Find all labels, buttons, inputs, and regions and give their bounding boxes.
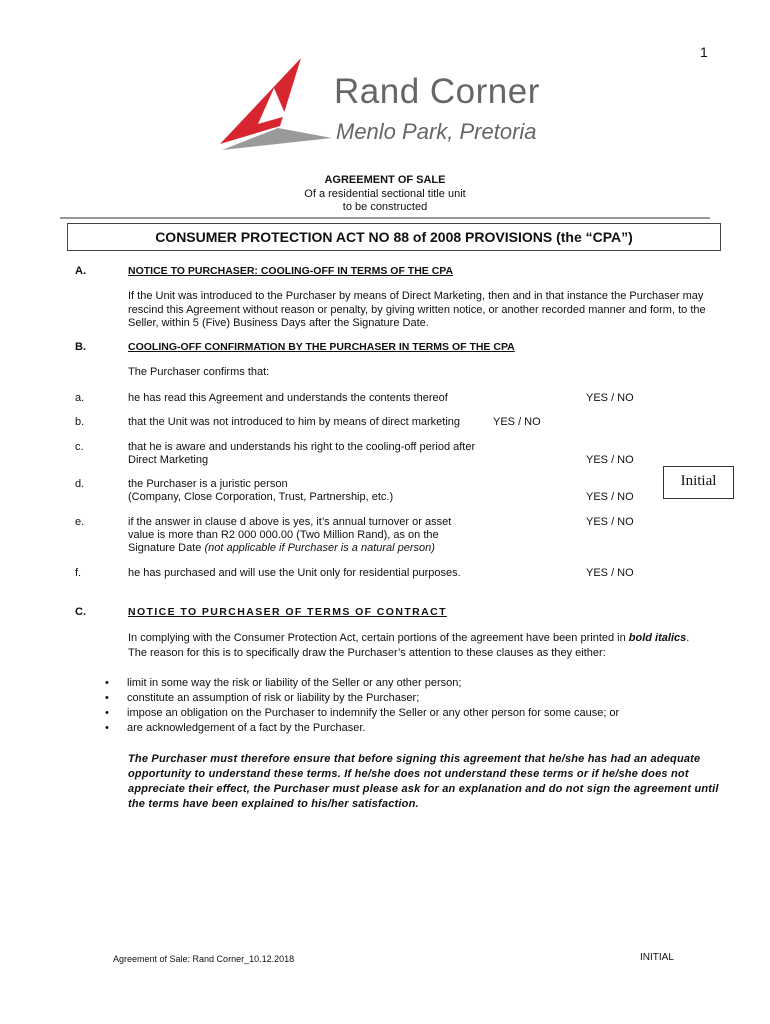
item-e-answer[interactable]: YES / NO xyxy=(586,516,634,528)
item-e-line3 xyxy=(128,542,498,556)
document-title: AGREEMENT OF SALE xyxy=(324,174,446,186)
section-c-warning: The Purchaser must therefore ensure that before signing this agreement that he/she has had an adequate opportunity to understand these terms. If he/she does not understand these terms or if he/she does not appreciate their effect, the Purchaser must please ask for an explanation and do not sign the agreement until the terms have been explained to his/her satisfaction. xyxy=(128,753,719,810)
cpa-heading-box: CONSUMER PROTECTION ACT NO 88 of 2008 PROVISIONS (the “CPA”) xyxy=(67,223,721,251)
item-b-letter: b. xyxy=(75,416,85,428)
item-e-line1: if the answer in clause d above is yes, it’s annual turnover or asset xyxy=(128,516,452,528)
brand-name: Rand Corner xyxy=(334,72,540,111)
section-c-intro-before: In complying with the Consumer Protection Act, certain portions of the agreement have been printed in xyxy=(128,632,629,644)
bullet-icon: • xyxy=(105,692,109,704)
item-d-answer[interactable]: YES / NO xyxy=(586,491,634,503)
footer-document-reference: Agreement of Sale: Rand Corner_10.12.2018 xyxy=(113,954,295,964)
section-b-heading: COOLING-OFF CONFIRMATION BY THE PURCHASER IN TERMS OF THE CPA xyxy=(128,341,515,353)
item-e-line3-text: Signature Date xyxy=(128,542,205,554)
bullet-icon: • xyxy=(105,677,109,689)
item-e-line2: value is more than R2 000 000.00 (Two Million Rand), as on the xyxy=(128,529,439,541)
bullet-icon: • xyxy=(105,707,109,719)
bullet-text: are acknowledgement of a fact by the Purchaser. xyxy=(127,722,366,734)
bullet-text: limit in some way the risk or liability of the Seller or any other person; xyxy=(127,677,462,689)
brand-location: Menlo Park, Pretoria xyxy=(336,119,537,144)
section-a-heading: NOTICE TO PURCHASER: COOLING-OFF IN TERMS OF THE CPA xyxy=(128,265,454,277)
item-e-line3-italic: (not applicable if Purchaser is a natural person) xyxy=(204,542,435,554)
bullet-icon: • xyxy=(105,722,109,734)
list-item xyxy=(105,721,725,736)
initial-box[interactable]: Initial xyxy=(663,466,734,499)
item-d-letter: d. xyxy=(75,478,85,490)
section-a-letter: A. xyxy=(75,265,86,277)
document-subtitle-line1: Of a residential sectional title unit xyxy=(304,188,466,200)
list-item xyxy=(105,691,725,706)
section-c-letter: C. xyxy=(75,606,86,618)
page-number: 1 xyxy=(700,44,708,60)
item-b-answer[interactable]: YES / NO xyxy=(493,416,541,428)
section-c-intro-after: . xyxy=(686,632,690,644)
item-d-line1: the Purchaser is a juristic person xyxy=(128,478,288,490)
header-divider xyxy=(60,217,710,219)
item-a-letter: a. xyxy=(75,392,85,404)
item-f-answer[interactable]: YES / NO xyxy=(586,567,634,579)
item-a-text: he has read this Agreement and understands the contents thereof xyxy=(128,392,448,404)
rand-corner-logo-icon xyxy=(216,58,336,154)
document-subtitle-line2: to be constructed xyxy=(342,201,428,213)
section-b-letter: B. xyxy=(75,341,86,353)
item-c-line2: Direct Marketing xyxy=(128,454,209,466)
list-item xyxy=(105,706,725,721)
item-f-text: he has purchased and will use the Unit only for residential purposes. xyxy=(128,567,461,579)
bullet-text: constitute an assumption of risk or liability by the Purchaser; xyxy=(127,692,420,704)
section-c-bullet-list xyxy=(105,676,725,736)
item-e-letter: e. xyxy=(75,516,85,528)
item-d-line2: (Company, Close Corporation, Trust, Partnership, etc.) xyxy=(128,491,394,503)
section-b-intro: The Purchaser confirms that: xyxy=(128,366,270,378)
bullet-text: impose an obligation on the Purchaser to indemnify the Seller or any other person for some cause; or xyxy=(127,707,620,719)
section-c-intro-line2: The reason for this is to specifically draw the Purchaser’s attention to these clauses as they either: xyxy=(128,647,606,659)
list-item xyxy=(105,676,725,691)
section-c-heading: NOTICE TO PURCHASER OF TERMS OF CONTRACT xyxy=(128,606,447,618)
section-c-intro-bold: bold italics xyxy=(628,632,687,644)
item-a-answer[interactable]: YES / NO xyxy=(586,392,634,404)
item-f-letter: f. xyxy=(75,567,82,579)
item-c-line1: that he is aware and understands his right to the cooling-off period after xyxy=(128,441,476,453)
section-c-intro xyxy=(128,632,723,646)
footer-initial-label: INITIAL xyxy=(640,952,674,963)
item-c-answer[interactable]: YES / NO xyxy=(586,454,634,466)
section-a-body: If the Unit was introduced to the Purchaser by means of Direct Marketing, then and in that instance the Purchaser may rescind this Agreement without reason or penalty, by giving written notice, or another recorded manner and form, to the Seller, within 5 (Five) Business Days after the Signature Date. xyxy=(128,290,706,329)
item-c-letter: c. xyxy=(75,441,84,453)
item-b-text: that the Unit was not introduced to him by means of direct marketing xyxy=(128,416,460,428)
